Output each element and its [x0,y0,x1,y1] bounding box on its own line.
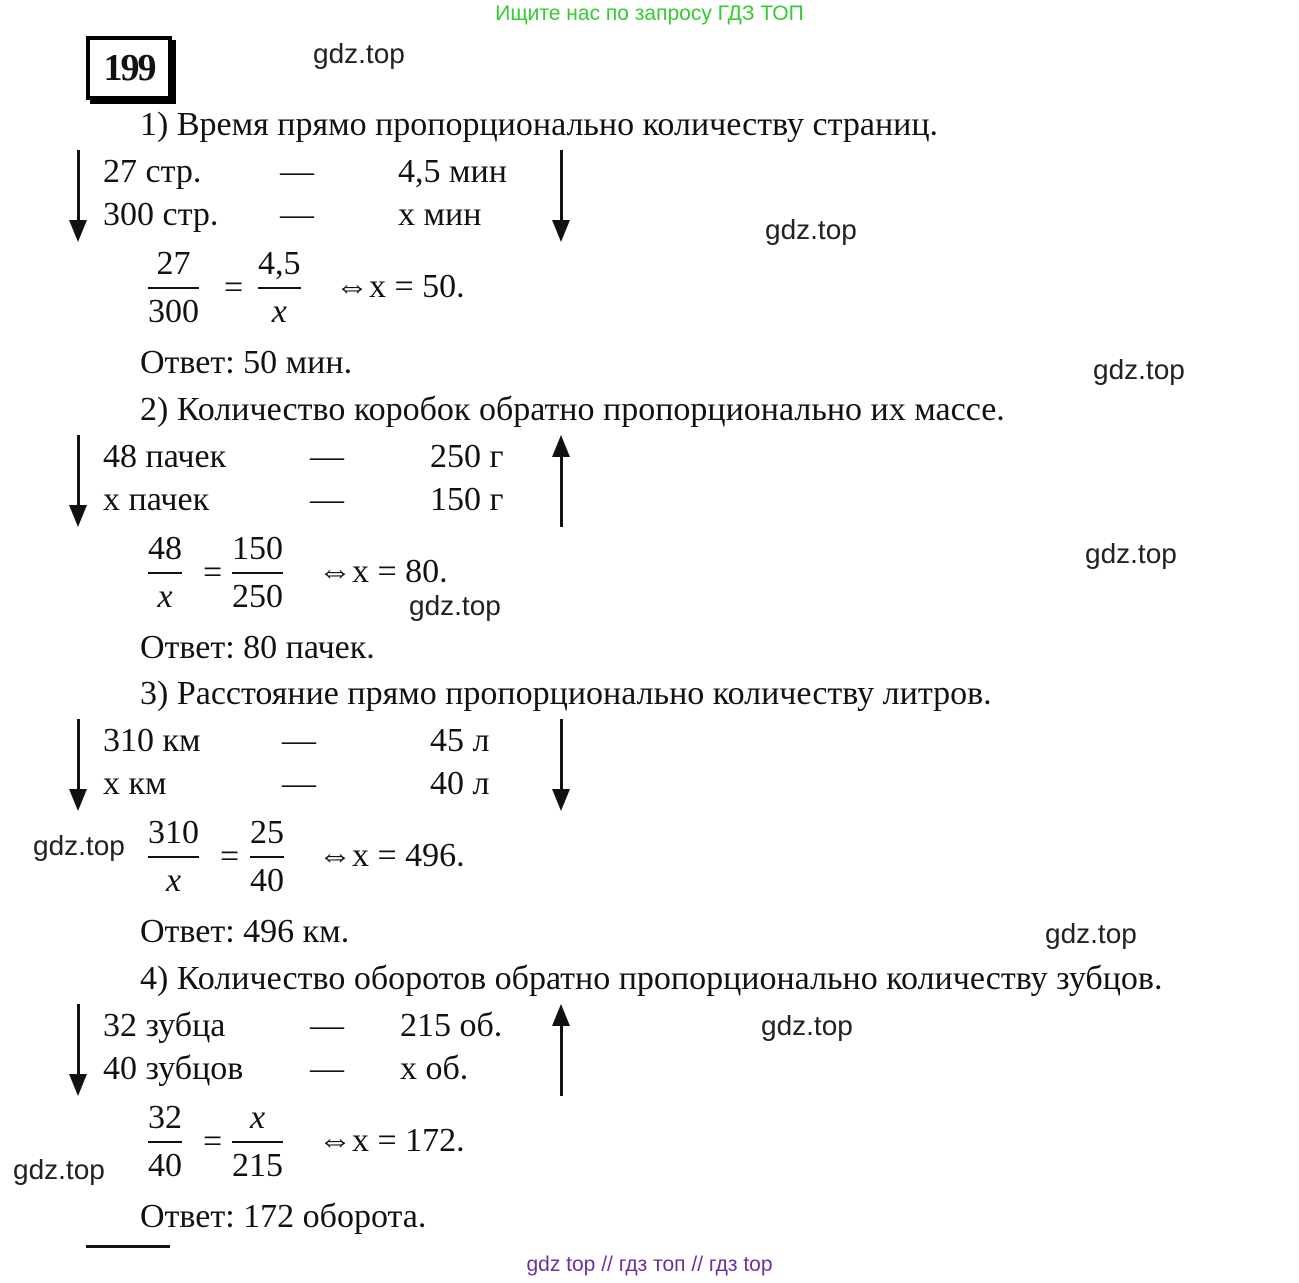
proportion-cell: — [310,438,344,475]
arrow-up-icon [551,1004,571,1096]
result: ⇔x = 50. [335,268,465,305]
answer: Ответ: 172 оборота. [140,1198,427,1235]
fraction [148,530,182,616]
equals-sign: = [224,269,244,306]
watermark: gdz.top [1085,538,1177,569]
answer: Ответ: 496 км. [140,913,350,950]
result: ⇔x = 80. [318,553,448,590]
fraction-bar [148,1141,182,1143]
arrow-down-icon [68,1004,88,1096]
proportion-cell: 32 зубца [103,1007,226,1044]
watermark: gdz.top [13,1154,105,1185]
fraction-bar [148,856,199,858]
fraction-bar [148,572,182,574]
proportion-cell: x км [103,765,167,802]
equals-sign: = [220,838,240,875]
fraction-bar [250,856,284,858]
fraction-bar [148,287,199,289]
proportion-cell: 40 л [430,765,490,802]
proportion-cell: — [310,1007,344,1044]
fraction [148,245,199,331]
proportion-cell: 40 зубцов [103,1050,244,1087]
denominator: 40 [250,862,284,899]
denominator: 215 [232,1147,283,1184]
fraction [148,1099,182,1185]
denominator: 250 [232,578,283,615]
fraction-bar [232,1141,283,1143]
part-heading: 1) Время прямо пропорционально количеству страниц. [140,106,939,143]
arrow-up-icon [551,435,571,527]
footer-watermark: gdz top // гдз топ // гдз top [526,1253,773,1276]
equals-sign: = [203,554,223,591]
proportion-cell: — [280,196,314,233]
answer: Ответ: 50 мин. [140,344,353,381]
proportion-cell: 48 пачек [103,438,227,475]
watermark: gdz.top [1045,918,1137,949]
fraction-bar [232,572,283,574]
denominator: x [157,578,173,615]
proportion-cell: 250 г [430,438,504,475]
arrow-down-icon [551,150,571,242]
proportion-cell: 310 км [103,722,201,759]
numerator: 48 [148,530,182,567]
proportion-cell: 150 г [430,481,504,518]
proportion-cell: — [282,722,316,759]
watermark: gdz.top [761,1010,853,1041]
numerator: 310 [148,814,199,851]
fraction-bar [258,287,301,289]
arrow-down-icon [68,435,88,527]
proportion-cell: x об. [400,1050,469,1087]
proportion-cell: — [280,153,314,190]
proportion-cell: x мин [398,196,482,233]
watermark: gdz.top [313,38,405,69]
fraction [250,814,284,900]
numerator: 150 [232,530,283,567]
fraction [232,1099,283,1185]
proportion-cell: x пачек [103,481,210,518]
denominator: 300 [148,293,199,330]
proportion-cell: — [310,481,344,518]
numerator: 4,5 [258,245,301,282]
numerator: 25 [250,814,284,851]
fraction [148,814,199,900]
numerator: 32 [148,1099,182,1136]
watermark: gdz.top [765,214,857,245]
part-heading: 2) Количество коробок обратно пропорционально их массе. [140,391,1005,428]
fraction [258,245,301,331]
fraction [232,530,283,616]
denominator: 40 [148,1147,182,1184]
proportion-cell: — [282,765,316,802]
proportion-cell: 4,5 мин [398,153,507,190]
part-heading: 3) Расстояние прямо пропорционально количеству литров. [140,675,992,712]
proportion-cell: 300 стр. [103,196,219,233]
answer: Ответ: 80 пачек. [140,629,375,666]
result: ⇔x = 496. [318,837,465,874]
problem-number: 199 [86,36,172,100]
numerator: x [249,1099,266,1136]
proportion-cell: 27 стр. [103,153,202,190]
watermark: gdz.top [409,590,501,621]
proportion-cell: 215 об. [400,1007,503,1044]
numerator: 27 [156,245,191,282]
proportion-cell: — [310,1050,344,1087]
arrow-down-icon [551,719,571,811]
part-heading: 4) Количество оборотов обратно пропорционально количеству зубцов. [140,960,1163,997]
arrow-down-icon [68,150,88,242]
proportion-cell: 45 л [430,722,490,759]
underline-divider [86,1245,170,1248]
watermark: gdz.top [1093,354,1185,385]
equals-sign: = [203,1123,223,1160]
search-banner: Ищите нас по запросу ГДЗ ТОП [495,2,804,25]
watermark: gdz.top [33,830,125,861]
result: ⇔x = 172. [318,1122,465,1159]
denominator: x [271,293,287,330]
arrow-down-icon [68,719,88,811]
denominator: x [165,862,182,899]
